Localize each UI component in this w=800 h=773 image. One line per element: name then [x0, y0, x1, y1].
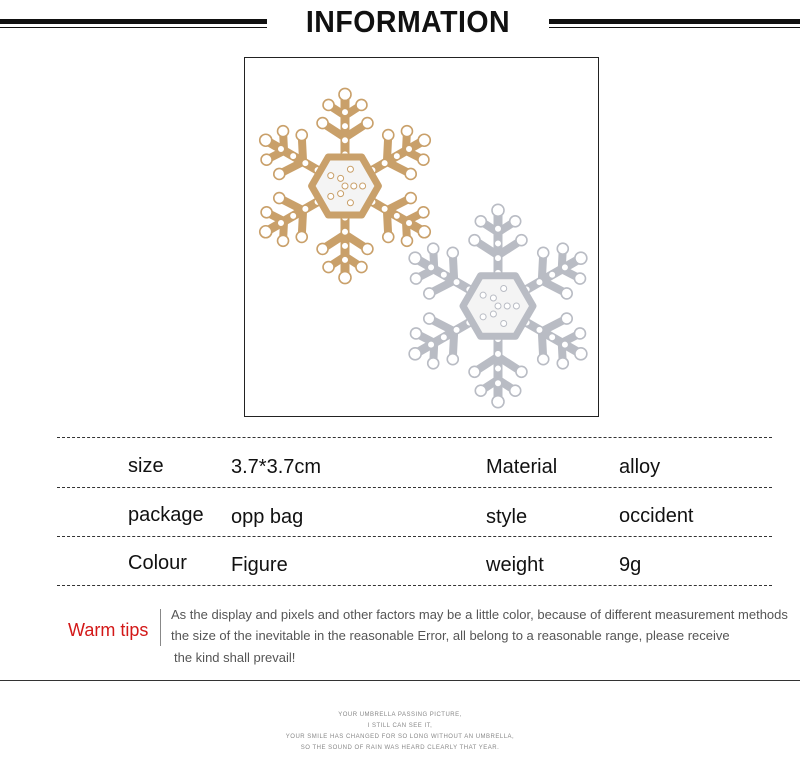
spec-value-material: alloy — [619, 456, 661, 478]
spec-label-weight: weight — [486, 554, 544, 576]
row-divider — [57, 585, 772, 586]
spec-label-package: package — [128, 504, 204, 526]
spec-value-weight: 9g — [619, 554, 642, 576]
warm-tips-line-3: the kind shall prevail! — [174, 650, 296, 665]
row-divider — [57, 487, 772, 488]
spec-label-colour: Colour — [128, 552, 187, 574]
snowflake-brooches-image — [245, 58, 598, 416]
footer-line-2: I STILL CAN SEE IT, — [367, 723, 433, 729]
section-header — [0, 0, 800, 48]
product-photo — [244, 57, 599, 417]
warm-tips-line-1: As the display and pixels and other factors may be a little color, because of different measurement methods — [171, 607, 788, 622]
footer-line-1: YOUR UMBRELLA PASSING PICTURE, — [338, 712, 462, 718]
spec-value-size: 3.7*3.7cm — [231, 456, 322, 478]
spec-label-material: Material — [486, 456, 558, 478]
section-title: INFORMATION — [305, 4, 511, 39]
spec-value-package: opp bag — [231, 506, 304, 528]
row-divider — [57, 536, 772, 537]
spec-label-style: style — [486, 506, 528, 528]
title-rule-right — [549, 17, 800, 31]
silver-snowflake-brooch — [409, 204, 587, 407]
spec-label-size: size — [128, 455, 164, 477]
title-rule-left — [0, 17, 267, 31]
footer-line-3: YOUR SMILE HAS CHANGED FOR SO LONG WITHOUT AN UMBRELLA, — [285, 734, 515, 740]
spec-value-colour: Figure — [231, 554, 288, 576]
gold-snowflake-brooch — [260, 88, 431, 283]
warm-tips-separator — [160, 609, 161, 646]
spec-value-style: occident — [619, 505, 694, 527]
warm-tips-line-2: the size of the inevitable in the reasonable Error, all belong to a reasonable range, please receive — [171, 628, 730, 643]
footer-line-4: SO THE SOUND OF RAIN WAS HEARD CLEARLY THAT YEAR. — [300, 745, 500, 751]
row-divider — [57, 437, 772, 438]
warm-tips-label: Warm tips — [68, 620, 149, 640]
footer-divider — [0, 680, 800, 681]
